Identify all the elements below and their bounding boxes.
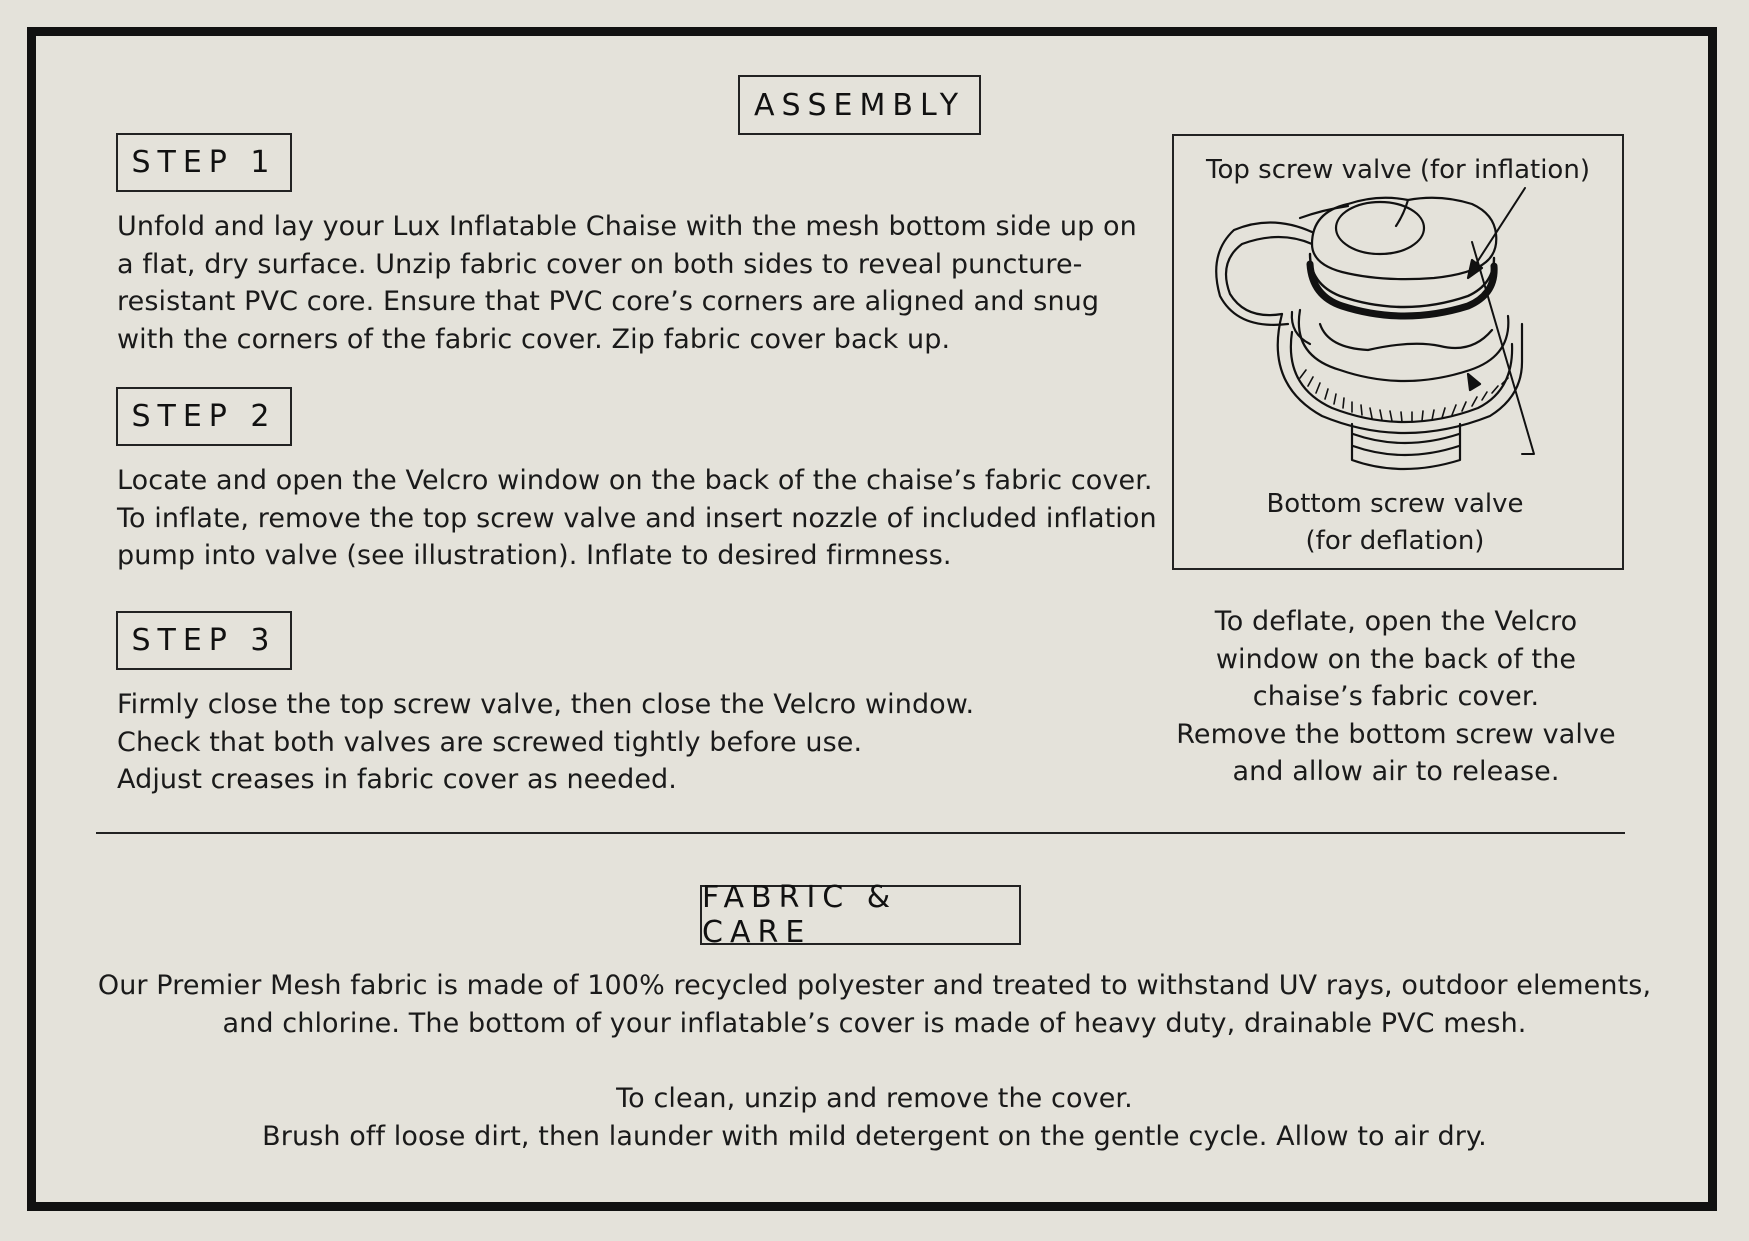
assembly-heading: ASSEMBLY [738,75,981,135]
section-divider [96,832,1625,834]
step-2-text: Locate and open the Velcro window on the back of the chaise’s fabric cover. To inflate, remove the top screw valve and insert nozzle of included inflation pump into valve (see illustration). Inflate to desired firmness. [117,465,1157,571]
top-valve-label: Top screw valve (for inflation) [1206,155,1590,185]
step-2-label: STEP 2 [116,387,292,446]
screw-valve-icon [1172,134,1624,570]
step-3-label: STEP 3 [116,611,292,670]
fabric-care-heading: FABRIC & CARE [700,885,1021,945]
step-1-text: Unfold and lay your Lux Inflatable Chaise with the mesh bottom side up on a flat, dry surface. Unzip fabric cover on both sides to reveal puncture- resistant PVC core. Ensure that PVC core’s corners are aligned and snug with the corners of the fabric cover. Zip fabric cover back up. [117,211,1137,355]
fabric-description: Our Premier Mesh fabric is made of 100% recycled polyester and treated to withstand UV rays, outdoor elements, and chlorine. The bottom of your inflatable’s cover is made of heavy duty, drainable PVC mesh. [97,970,1652,1039]
step-3-text: Firmly close the top screw valve, then close the Velcro window. Check that both valves are screwed tightly before use. Adjust creases in fabric cover as needed. [117,689,975,795]
bottom-valve-label: Bottom screw valve (for deflation) [1266,489,1524,556]
deflate-instructions: To deflate, open the Velcro window on the back of the chaise’s fabric cover. Remove the bottom screw valve and allow air to release. [1176,606,1616,787]
cleaning-instructions: To clean, unzip and remove the cover. Brush off loose dirt, then launder with mild detergent on the gentle cycle. Allow to air dry. [262,1083,1487,1152]
step-1-label: STEP 1 [116,133,292,192]
